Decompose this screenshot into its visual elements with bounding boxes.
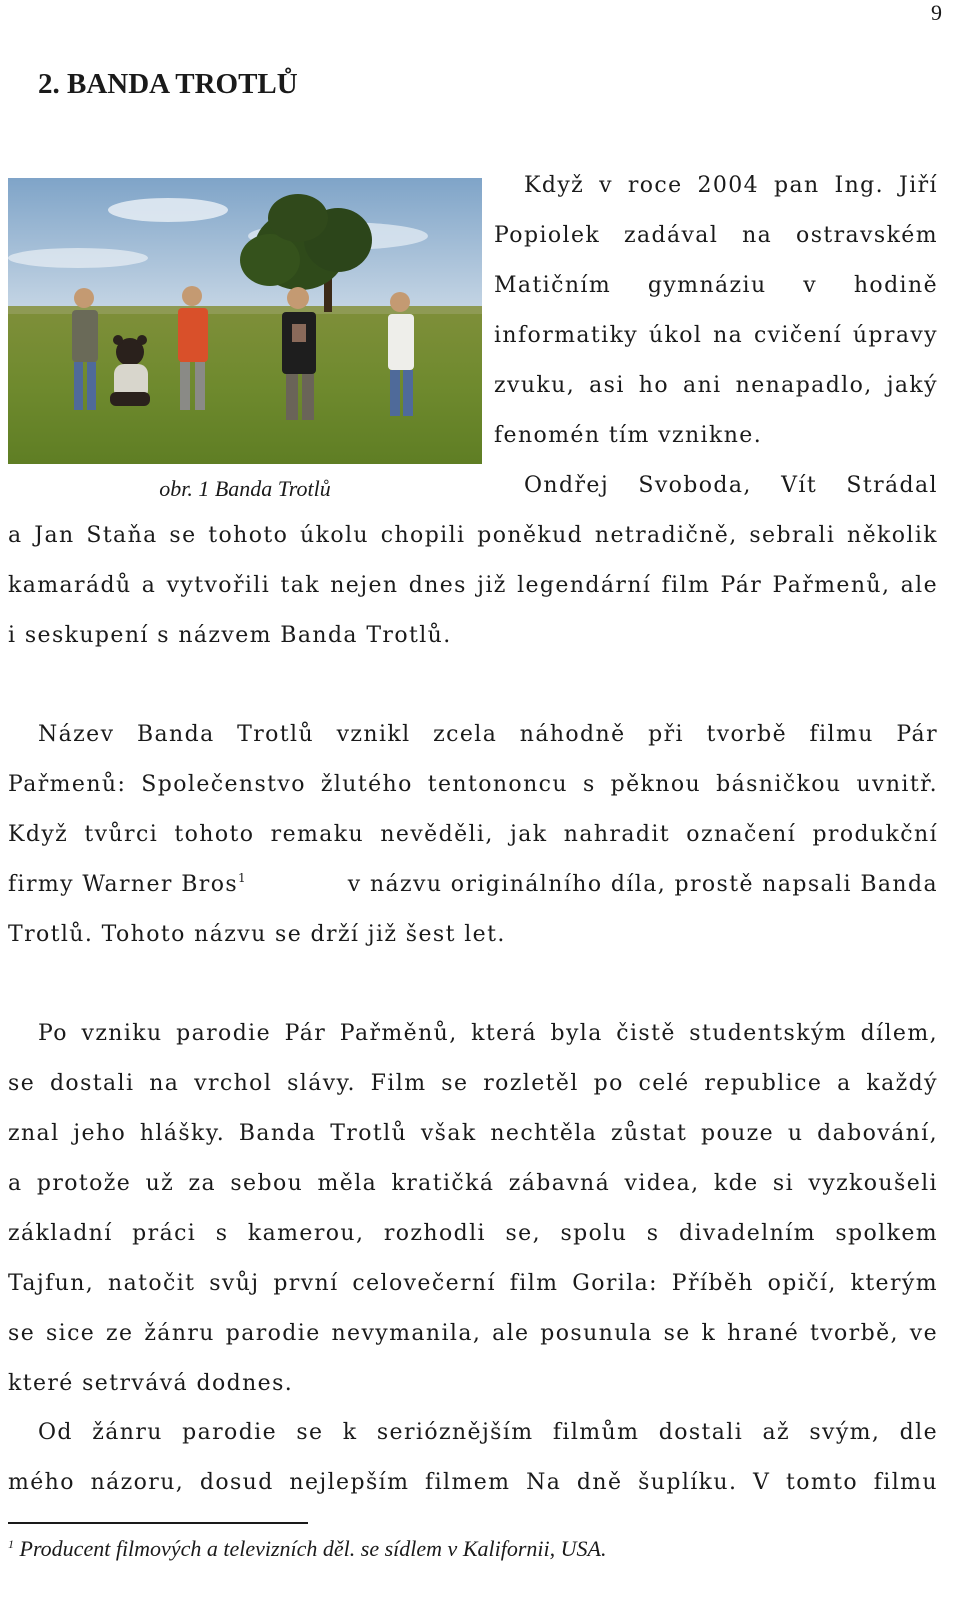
- figure-caption: obr. 1 Banda Trotlů: [159, 476, 331, 501]
- paragraph-3-line-5: Trotlů. Tohoto názvu se drží již šest let.: [8, 922, 506, 947]
- footnote-ref: 1: [238, 871, 246, 885]
- paragraph-1-line-4: informatiky úkol na cvičení úpravy: [494, 323, 938, 348]
- paragraph-5-line-2: mého názoru, dosud nejlepším filmem Na dně šuplíku. V tomto filmu: [8, 1470, 938, 1495]
- paragraph-4-line-2: se dostali na vrchol slávy. Film se rozletěl po celé republice a každý: [8, 1071, 938, 1096]
- paragraph-4-line-4: a protože už za sebou měla kratičká zábavná videa, kde si vyzkoušeli: [8, 1171, 938, 1196]
- paragraph-1-line-3: Matičním gymnáziu v hodině: [494, 273, 938, 298]
- chapter-title: 2. BANDA TROTLŮ: [38, 68, 298, 100]
- footnote-text: Producent filmových a televizních děl. se sídlem v Kalifornii, USA.: [19, 1536, 607, 1561]
- paragraph-1-line-1: Když v roce 2004 pan Ing. Jiří: [524, 173, 938, 198]
- paragraph-3-line-4-end: v názvu originálního díla, prostě napsali Banda: [347, 872, 938, 897]
- paragraph-3-line-4-start: [8, 870, 246, 900]
- paragraph-3-line-3: Když tvůrci tohoto remaku nevěděli, jak nahradit označení produkční: [8, 822, 938, 847]
- paragraph-4-line-8: které setrvává dodnes.: [8, 1371, 294, 1396]
- paragraph-1-line-5: zvuku, asi ho ani nenapadlo, jaký: [494, 373, 938, 398]
- firm-name: firmy Warner Bros: [8, 872, 239, 897]
- paragraph-3-line-1: Název Banda Trotlů vznikl zcela náhodně při tvorbě filmu Pár: [38, 722, 938, 747]
- footnote: [8, 1536, 606, 1562]
- paragraph-1-line-2: Popiolek zadával na ostravském: [494, 223, 938, 248]
- paragraph-2-line-1: Ondřej Svoboda, Vít Strádal: [524, 473, 938, 498]
- paragraph-4-line-7: se sice ze žánru parodie nevymanila, ale posunula se k hrané tvorbě, ve: [8, 1321, 938, 1346]
- paragraph-1-line-6: fenomén tím vznikne.: [494, 423, 763, 448]
- paragraph-2-line-3: kamarádů a vytvořili tak nejen dnes již legendární film Pár Pařmenů, ale: [8, 573, 938, 598]
- paragraph-4-line-6: Tajfun, natočit svůj první celovečerní film Gorila: Příběh opičí, kterým: [8, 1271, 938, 1296]
- paragraph-3-line-2: Pařmenů: Společenstvo žlutého tentononcu s pěknou básničkou uvnitř.: [8, 772, 938, 797]
- paragraph-4-line-1: Po vzniku parodie Pár Pařměnů, která byla čistě studentským dílem,: [38, 1021, 938, 1046]
- footnote-marker: 1: [8, 1537, 14, 1551]
- paragraph-4-line-3: znal jeho hlášky. Banda Trotlů však nechtěla zůstat pouze u dabování,: [8, 1121, 938, 1146]
- paragraph-2-line-2: a Jan Staňa se tohoto úkolu chopili poněkud netradičně, sebrali několik: [8, 523, 938, 548]
- paragraph-5-line-1: Od žánru parodie se k serióznějším filmům dostali až svým, dle: [38, 1420, 938, 1445]
- footnote-rule: [8, 1522, 308, 1524]
- paragraph-4-line-5: základní práci s kamerou, rozhodli se, spolu s divadelním spolkem: [8, 1221, 938, 1246]
- page-number: 9: [931, 0, 942, 25]
- band-photo: [8, 178, 482, 464]
- paragraph-3-line-4: [8, 870, 938, 900]
- paragraph-2-line-4: i seskupení s názvem Banda Trotlů.: [8, 623, 452, 648]
